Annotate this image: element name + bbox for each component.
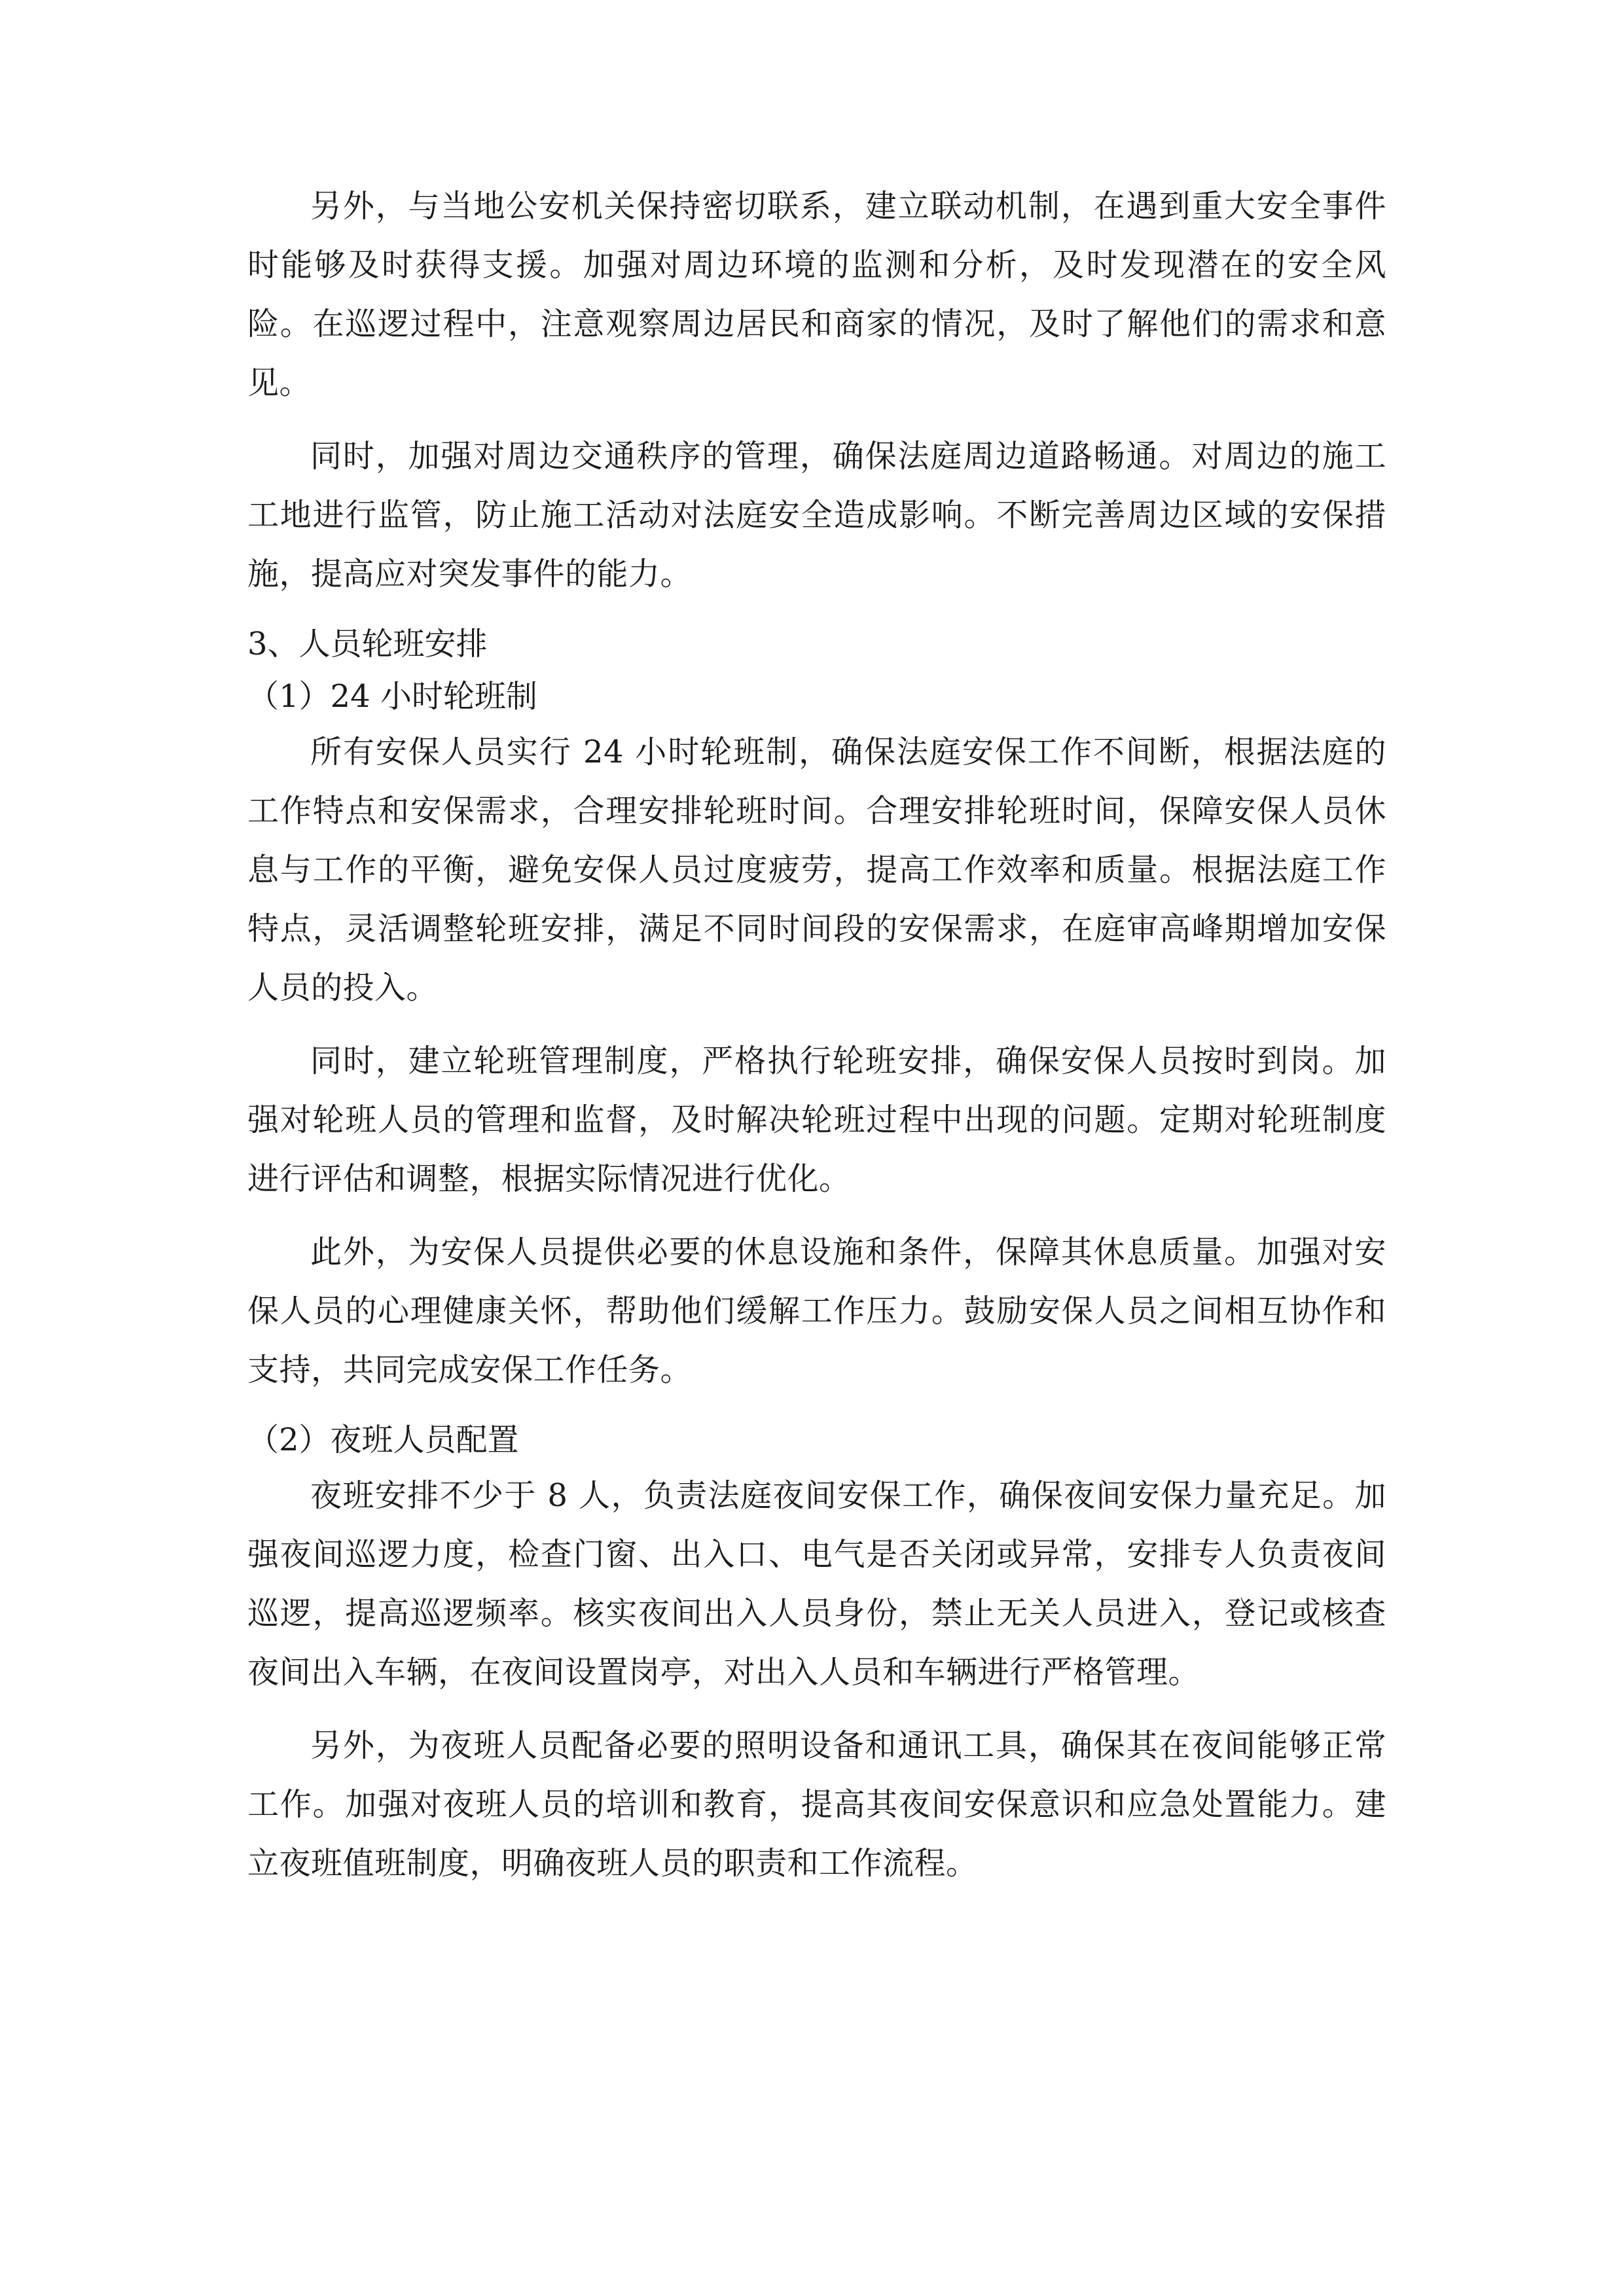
paragraph-traffic-order: 同时，加强对周边交通秩序的管理，确保法庭周边道路畅通。对周边的施工工地进行监管，防止施工活动对法庭安全造成影响。不断完善周边区域的安保措施，提高应对突发事件的能力。 (247, 438, 1386, 592)
subheading-night-shift: （2）夜班人员配置 (247, 1422, 519, 1458)
paragraph-24h-shift: 所有安保人员实行 24 小时轮班制，确保法庭安保工作不间断，根据法庭的工作特点和安保需求，合理安排轮班时间。合理安排轮班时间，保障安保人员休息与工作的平衡，避免安保人员过度疲劳，提高工作效率和质量。根据法庭工作特点，灵活调整轮班安排，满足不同时间段的安保需求，在庭审高峰期增加安保人员的投入。 (247, 734, 1386, 1006)
section-heading-shift-arrangement: 3、人员轮班安排 (247, 626, 488, 662)
document-body (247, 177, 1386, 1907)
paragraph-liaison-police: 另外，与当地公安机关保持密切联系，建立联动机制，在遇到重大安全事件时能够及时获得支援。加强对周边环境的监测和分析，及时发现潜在的安全风险。在巡逻过程中，注意观察周边居民和商家的情况，及时了解他们的需求和意见。 (247, 188, 1386, 401)
paragraph-rest-facilities: 此外，为安保人员提供必要的休息设施和条件，保障其休息质量。加强对安保人员的心理健康关怀，帮助他们缓解工作压力。鼓励安保人员之间相互协作和支持，共同完成安保工作任务。 (247, 1234, 1386, 1388)
paragraph-shift-management: 同时，建立轮班管理制度，严格执行轮班安排，确保安保人员按时到岗。加强对轮班人员的管理和监督，及时解决轮班过程中出现的问题。定期对轮班制度进行评估和调整，根据实际情况进行优化。 (247, 1043, 1386, 1197)
paragraph-night-shift-staffing: 夜班安排不少于 8 人，负责法庭夜间安保工作，确保夜间安保力量充足。加强夜间巡逻力度，检查门窗、出入口、电气是否关闭或异常，安排专人负责夜间巡逻，提高巡逻频率。核实夜间出入人员身份，禁止无关人员进入，登记或核查夜间出入车辆，在夜间设置岗亭，对出入人员和车辆进行严格管理。 (247, 1477, 1386, 1691)
paragraph-night-shift-equipment: 另外，为夜班人员配备必要的照明设备和通讯工具，确保其在夜间能够正常工作。加强对夜班人员的培训和教育，提高其夜间安保意识和应急处置能力。建立夜班值班制度，明确夜班人员的职责和工作流程。 (247, 1727, 1386, 1882)
subheading-24h-shift: （1）24 小时轮班制 (247, 678, 537, 715)
